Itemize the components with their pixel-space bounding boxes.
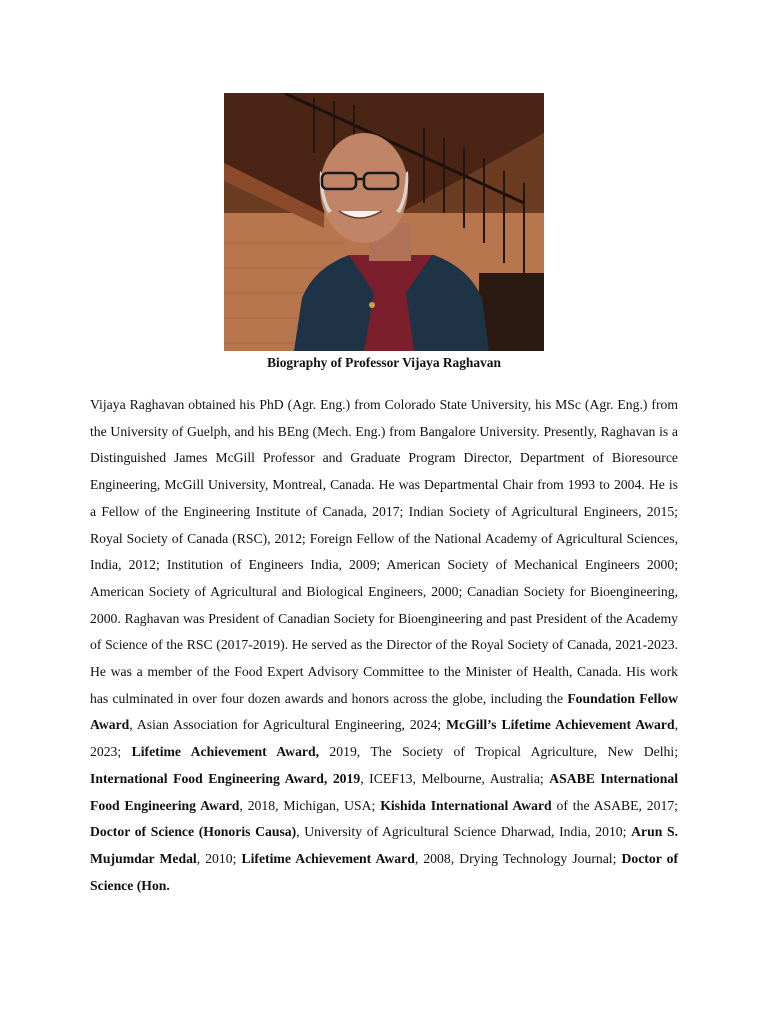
bio-text: , 2010; xyxy=(196,850,242,866)
page-title: Biography of Professor Vijaya Raghavan xyxy=(267,355,501,370)
award-name: Lifetime Achievement Award xyxy=(241,850,415,866)
portrait-photo xyxy=(224,93,544,351)
award-name: Foundation Fellow Award xyxy=(90,690,678,733)
award-name: Arun S. Mujumdar Medal xyxy=(90,824,679,866)
biography-paragraph xyxy=(90,392,678,899)
award-name: Kishida International Award xyxy=(380,797,552,813)
bio-text: , 2023; xyxy=(90,717,678,760)
bio-text: of the ASABE, 2017; xyxy=(551,797,678,813)
bio-text: Vijaya Raghavan obtained his PhD (Agr. Eng.) from Colorado State University, his MSc (Agr. Eng.) from the University of Guelph, and his BEng (Mech. Eng.) from Bangalore University. Presently, Raghavan is a Distinguished James McGill Professor and Graduate Program Director, Department of Bioresource Engineering, McGill University, Montreal, Canada. He was Departmental Chair from 1993 to 2004. He is a Fellow of the Engineering Institute of Canada, 2017; Indian Society of Agricultural Engineers, 2015; Royal Society of Canada (RSC), 2012; Foreign Fellow of the National Academy of Agricultural Sciences, India, 2012; Institution of Engineers India, 2009; American Society of Mechanical Engineers 2000; American Society of Agricultural and Biological Engineers, 2000; Canadian Society for Bioengineering, 2000. Raghavan was President of Canadian Society for Bioengineering and past President of the Academy of Science of the RSC (2017-2019). He served as the Director of the Royal Society of Canada, 2021-2023. He was a member of the Food Expert Advisory Committee to the Minister of Health, Canada. His work has culminated in over four dozen awards and honors across the globe, including the xyxy=(90,397,678,706)
award-name: ASABE International Food Engineering Award xyxy=(90,770,678,813)
award-name: Doctor of Science (Honoris Causa) xyxy=(90,824,297,840)
bio-text: , 2008, Drying Technology Journal; xyxy=(414,850,622,866)
bio-text: , Asian Association for Agricultural Engineering, 2024; xyxy=(129,717,447,733)
bio-text: 2019, The Society of Tropical Agriculture, New Delhi; xyxy=(319,744,679,760)
award-name: International Food Engineering Award, 2019 xyxy=(90,770,361,786)
award-name: Doctor of Science (Hon. xyxy=(90,850,679,893)
bio-text: , University of Agricultural Science Dharwad, India, 2010; xyxy=(296,824,632,840)
bio-text: , 2018, Michigan, USA; xyxy=(239,797,381,813)
award-name: Lifetime Achievement Award, xyxy=(131,744,320,760)
award-name: McGill’s Lifetime Achievement Award xyxy=(446,717,675,733)
bio-text: , ICEF13, Melbourne, Australia; xyxy=(360,770,550,786)
